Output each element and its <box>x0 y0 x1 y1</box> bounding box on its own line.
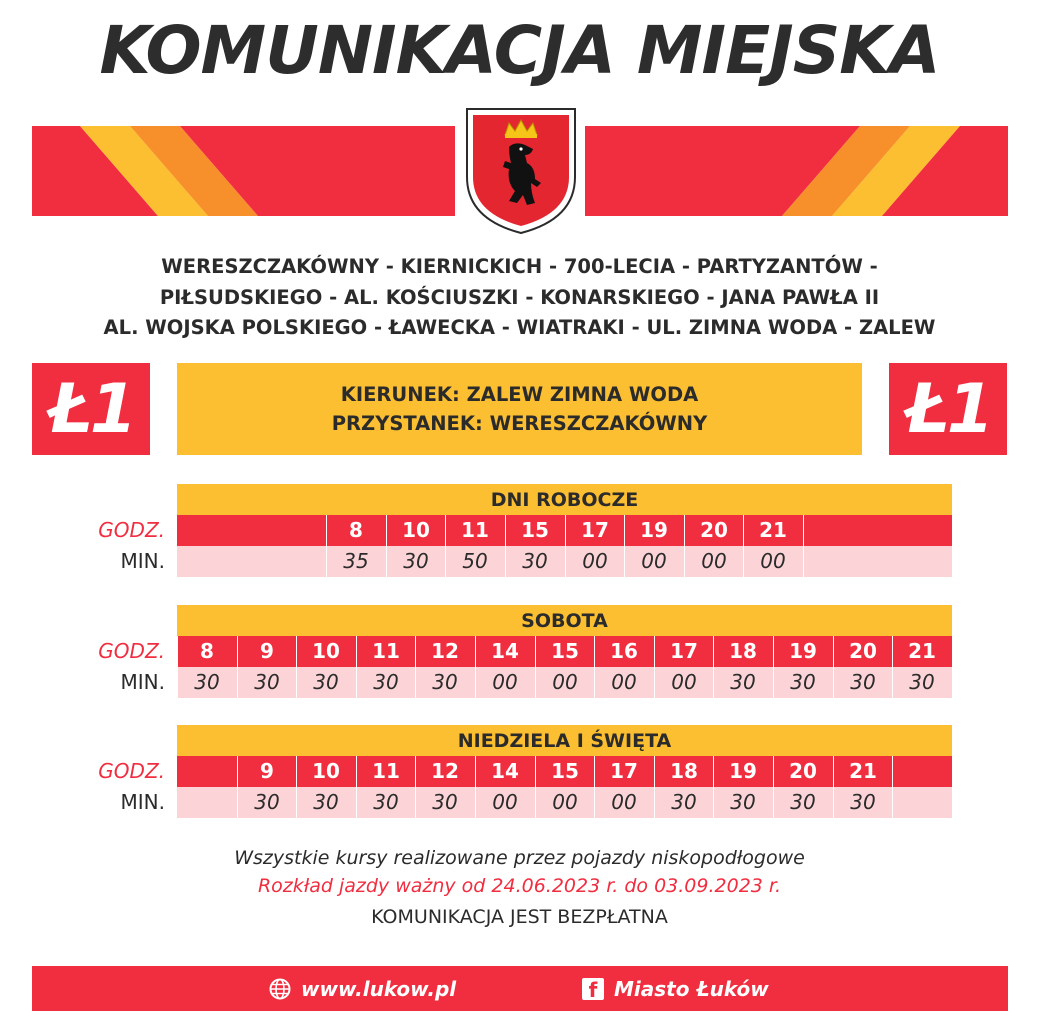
schedule-title: SOBOTA <box>177 605 952 636</box>
line-number: Ł1 <box>904 369 992 449</box>
validity-note: Rozkład jazdy ważny od 24.06.2023 r. do 03.09.2023 r. <box>257 875 782 897</box>
hour-cell: 19 <box>773 636 832 667</box>
hour-cell: 12 <box>415 636 474 667</box>
minute-cell: 30 <box>415 787 474 818</box>
minutes-label: MIN. <box>120 790 165 814</box>
hour-cell: 21 <box>892 636 951 667</box>
schedule-title: NIEDZIELA I ŚWIĘTA <box>177 725 952 756</box>
hour-cell: 10 <box>296 756 355 787</box>
free-transport-note: KOMUNIKACJA JEST BEZPŁATNA <box>371 906 668 928</box>
hour-cell: 19 <box>713 756 772 787</box>
facebook-icon: f <box>582 978 604 1000</box>
column-divider <box>803 515 804 546</box>
hour-cell: 16 <box>594 636 653 667</box>
hour-cell: 17 <box>594 756 653 787</box>
column-divider <box>892 756 893 787</box>
page-title: KOMUNIKACJA MIEJSKA <box>99 12 940 89</box>
hour-cell: 11 <box>445 515 504 546</box>
minute-cell: 30 <box>505 546 564 577</box>
minute-cell: 30 <box>296 787 355 818</box>
minute-cell: 00 <box>624 546 683 577</box>
globe-icon <box>269 978 291 1000</box>
hour-cell: 20 <box>773 756 832 787</box>
minutes-row <box>177 546 952 577</box>
minute-cell: 00 <box>475 667 534 698</box>
minute-cell: 30 <box>833 787 892 818</box>
hour-cell: 8 <box>326 515 385 546</box>
minute-cell: 30 <box>654 787 713 818</box>
route-line-2: PIŁSUDSKIEGO - AL. KOŚCIUSZKI - KONARSKIEGO - JANA PAWŁA II <box>159 285 880 309</box>
minute-cell: 30 <box>237 787 296 818</box>
hour-cell: 10 <box>296 636 355 667</box>
minute-cell: 30 <box>386 546 445 577</box>
website-link[interactable] <box>269 966 456 1011</box>
line-badge-right <box>889 363 1007 455</box>
route-line-1: WERESZCZAKÓWNY - KIERNICKICH - 700-LECIA - PARTYZANTÓW - <box>161 255 878 278</box>
minute-cell: 30 <box>415 667 474 698</box>
minute-cell: 00 <box>565 546 624 577</box>
minute-cell: 30 <box>237 667 296 698</box>
direction-label: KIERUNEK: ZALEW ZIMNA WODA <box>340 383 699 406</box>
hour-cell: 12 <box>415 756 474 787</box>
hour-cell: 17 <box>565 515 624 546</box>
hour-cell: 11 <box>356 636 415 667</box>
minute-cell: 00 <box>535 787 594 818</box>
minute-cell: 30 <box>177 667 236 698</box>
minute-cell: 00 <box>535 667 594 698</box>
hour-cell: 15 <box>535 756 594 787</box>
hour-cell: 18 <box>654 756 713 787</box>
hour-cell: 10 <box>386 515 445 546</box>
minute-cell: 30 <box>773 787 832 818</box>
hour-cell: 14 <box>475 636 534 667</box>
minute-cell: 30 <box>773 667 832 698</box>
hour-cell: 8 <box>177 636 236 667</box>
minute-cell: 00 <box>594 667 653 698</box>
low-floor-note: Wszystkie kursy realizowane przez pojazdy niskopodłogowe <box>234 847 805 869</box>
hour-cell: 15 <box>505 515 564 546</box>
minute-cell: 30 <box>356 667 415 698</box>
minute-cell: 30 <box>892 667 951 698</box>
minute-cell: 50 <box>445 546 504 577</box>
minute-cell: 30 <box>296 667 355 698</box>
hour-cell: 15 <box>535 636 594 667</box>
hour-cell: 14 <box>475 756 534 787</box>
schedule-title: DNI ROBOCZE <box>177 484 952 515</box>
minutes-label: MIN. <box>120 670 165 694</box>
minutes-label: MIN. <box>120 549 165 573</box>
hour-cell: 11 <box>356 756 415 787</box>
hour-cell: 19 <box>624 515 683 546</box>
stop-label: PRZYSTANEK: WERESZCZAKÓWNY <box>331 412 708 435</box>
footer-bar <box>32 966 1008 1011</box>
hour-cell: 21 <box>743 515 802 546</box>
minute-cell: 30 <box>713 667 772 698</box>
hour-cell: 17 <box>654 636 713 667</box>
hours-row <box>177 636 952 667</box>
hours-row <box>177 756 952 787</box>
hours-label: GODZ. <box>98 639 165 663</box>
facebook-text: Miasto Łuków <box>614 976 769 1001</box>
minute-cell: 00 <box>475 787 534 818</box>
hour-cell: 9 <box>237 636 296 667</box>
hours-row <box>177 515 952 546</box>
minute-cell: 00 <box>743 546 802 577</box>
hour-cell: 20 <box>684 515 743 546</box>
minute-cell: 35 <box>326 546 385 577</box>
hour-cell: 21 <box>833 756 892 787</box>
line-badge-left <box>32 363 150 455</box>
column-divider <box>892 787 893 818</box>
hours-label: GODZ. <box>98 518 165 542</box>
minute-cell: 00 <box>684 546 743 577</box>
minute-cell: 30 <box>356 787 415 818</box>
line-number: Ł1 <box>47 369 135 449</box>
route-line-3: AL. WOJSKA POLSKIEGO - ŁAWECKA - WIATRAKI - UL. ZIMNA WODA - ZALEW <box>103 316 936 339</box>
column-divider <box>803 546 804 577</box>
minute-cell: 30 <box>833 667 892 698</box>
minute-cell: 00 <box>654 667 713 698</box>
facebook-link[interactable] <box>582 966 769 1011</box>
website-text: www.lukow.pl <box>301 976 457 1001</box>
hours-label: GODZ. <box>98 759 165 783</box>
minute-cell: 00 <box>594 787 653 818</box>
direction-box <box>177 363 862 455</box>
minute-cell: 30 <box>713 787 772 818</box>
minutes-row <box>177 787 952 818</box>
hour-cell: 9 <box>237 756 296 787</box>
city-crest-bear-icon <box>465 107 577 235</box>
hour-cell: 20 <box>833 636 892 667</box>
hour-cell: 18 <box>713 636 772 667</box>
minutes-row <box>177 667 952 698</box>
route-description <box>0 252 1039 344</box>
